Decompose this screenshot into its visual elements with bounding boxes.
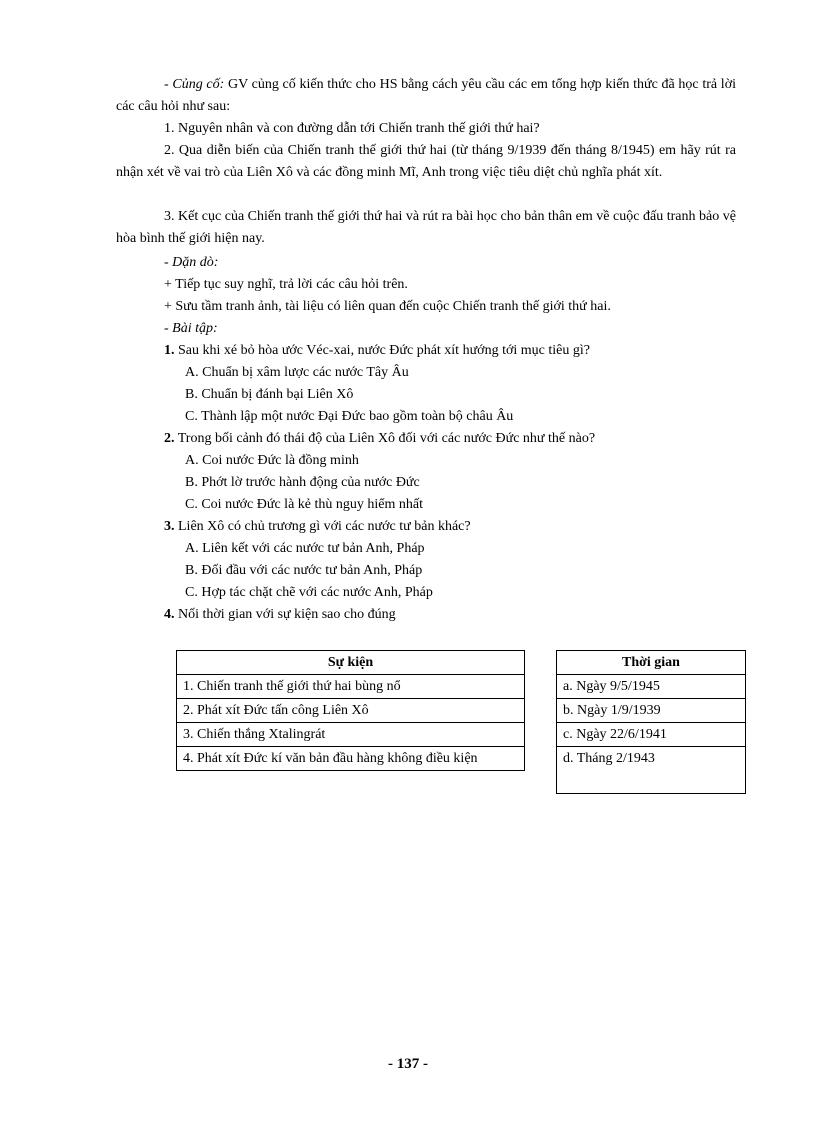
table-row <box>557 675 746 699</box>
table-row <box>177 699 525 723</box>
q1-option-a: A. Chuẩn bị xâm lược các nước Tây Âu <box>185 365 409 380</box>
question-text: Nối thời gian với sự kiện sao cho đúng <box>174 607 396 622</box>
q2-option-a: A. Coi nước Đức là đồng minh <box>185 453 359 468</box>
time-cell: c. Ngày 22/6/1941 <box>557 723 746 747</box>
consolidation-label: - Củng cố: <box>164 77 225 92</box>
q3-option-a: A. Liên kết với các nước tư bản Anh, Pháp <box>185 541 425 556</box>
review-question-1: 1. Nguyên nhân và con đường dẫn tới Chiến tranh thế giới thứ hai? <box>164 121 540 136</box>
table-row <box>177 723 525 747</box>
time-cell: b. Ngày 1/9/1939 <box>557 699 746 723</box>
question-number: 3. <box>164 519 175 534</box>
table-header-row <box>177 651 525 675</box>
question-text: Liên Xô có chủ trương gì với các nước tư bản khác? <box>174 519 471 534</box>
q1-option-c: C. Thành lập một nước Đại Đức bao gồm toàn bộ châu Âu <box>185 409 514 424</box>
q3-option-b: B. Đối đầu với các nước tư bản Anh, Pháp <box>185 563 423 578</box>
question-number: 2. <box>164 431 175 446</box>
question-text: Trong bối cảnh đó thái độ của Liên Xô đối với các nước Đức như thế nào? <box>174 431 596 446</box>
exercise-question-4 <box>164 604 396 626</box>
review-question-2: 2. Qua diễn biến của Chiến tranh thế giới thứ hai (từ tháng 9/1939 đến tháng 8/1945) em hãy rút ra nhận xét về vai trò của Liên Xô và các đồng minh Mĩ, Anh trong việc tiêu diệt chủ nghĩa phát xít. <box>116 143 736 180</box>
table-row <box>557 747 746 794</box>
table-row <box>557 699 746 723</box>
exercises-label: - Bài tập: <box>164 321 218 336</box>
q2-option-c: C. Coi nước Đức là kẻ thù nguy hiểm nhất <box>185 497 423 512</box>
q3-option-c: C. Hợp tác chặt chẽ với các nước Anh, Pháp <box>185 585 433 600</box>
page-number: - 137 - <box>388 1056 428 1072</box>
q2-option-b: B. Phớt lờ trước hành động của nước Đức <box>185 475 420 490</box>
question-number: 1. <box>164 343 175 358</box>
question-number: 4. <box>164 607 175 622</box>
event-cell: 4. Phát xít Đức kí văn bản đầu hàng không điều kiện <box>177 747 525 771</box>
homework-item-1: + Tiếp tục suy nghĩ, trả lời các câu hỏi trên. <box>164 277 408 292</box>
table-row <box>177 675 525 699</box>
event-cell: 2. Phát xít Đức tấn công Liên Xô <box>177 699 525 723</box>
homework-item-2: + Sưu tầm tranh ảnh, tài liệu có liên quan đến cuộc Chiến tranh thế giới thứ hai. <box>164 299 611 314</box>
time-cell: a. Ngày 9/5/1945 <box>557 675 746 699</box>
events-header: Sự kiện <box>177 651 525 675</box>
table-row <box>557 723 746 747</box>
event-cell: 3. Chiến thắng Xtalingrát <box>177 723 525 747</box>
homework-label: - Dặn dò: <box>164 255 219 270</box>
table-header-row <box>557 651 746 675</box>
time-cell: d. Tháng 2/1943 <box>557 747 746 794</box>
times-table <box>556 650 746 794</box>
event-cell: 1. Chiến tranh thế giới thứ hai bùng nổ <box>177 675 525 699</box>
exercise-question-1 <box>164 340 590 362</box>
table-row <box>177 747 525 771</box>
consolidation-text: GV củng cố kiến thức cho HS bằng cách yêu cầu các em tổng hợp kiến thức đã học trả lời các câu hỏi như sau: <box>116 77 736 114</box>
consolidation-paragraph <box>116 74 736 118</box>
events-table <box>176 650 525 771</box>
q1-option-b: B. Chuẩn bị đánh bại Liên Xô <box>185 387 354 402</box>
exercise-question-3 <box>164 516 471 538</box>
times-header: Thời gian <box>557 651 746 675</box>
exercise-question-2 <box>164 428 595 450</box>
question-text: Sau khi xé bỏ hòa ước Véc-xai, nước Đức phát xít hướng tới mục tiêu gì? <box>174 343 590 358</box>
review-question-3: 3. Kết cục của Chiến tranh thế giới thứ hai và rút ra bài học cho bản thân em về cuộc đấu tranh bảo vệ hòa bình thế giới hiện nay. <box>116 209 736 246</box>
